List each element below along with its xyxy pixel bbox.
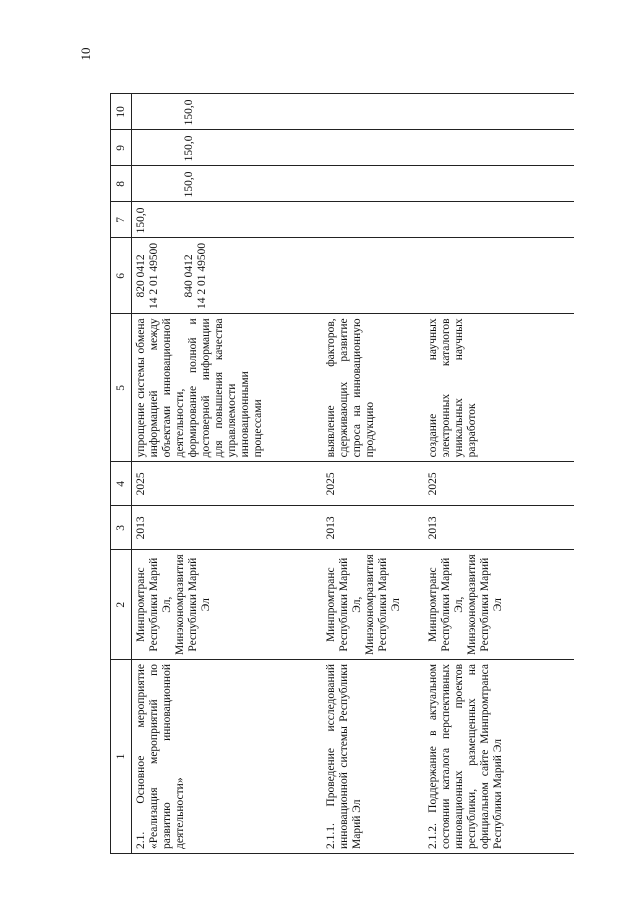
col-header-1: 1 — [111, 660, 132, 854]
amount-cell-7 — [132, 202, 322, 238]
measure-cell: 2.1. Основное мероприятие «Реализация мероприятий по развитию инновационной деятельности» — [132, 660, 322, 854]
measure-cell: 2.1.2. Поддержание в актуальном состоянии каталога перспективных инновационных проектов республики, размещенных на официальном сайте Минпромтранса Республики Марий Эл — [424, 660, 574, 854]
page-number: 10 — [78, 47, 93, 61]
measure-cell: 2.1.1. Проведение исследований инновационной системы Республики Марий Эл — [322, 660, 424, 854]
end-year-cell: 2025 — [424, 462, 574, 506]
table-row — [424, 94, 574, 854]
result-cell: упрощение системы обмена информацией между объектами инновационной деятельности, формирование полной и достоверной информации для повышения качества управляемости инновационными процессами — [132, 314, 322, 462]
col-header-5: 5 — [111, 314, 132, 462]
table-row — [322, 94, 424, 854]
budget-code-cell — [132, 238, 322, 314]
col-header-10: 10 — [111, 94, 132, 130]
end-year-cell: 2025 — [132, 462, 322, 506]
start-year-cell: 2013 — [322, 506, 424, 550]
amount-9: 150,0 — [183, 135, 195, 162]
col-header-3: 3 — [111, 506, 132, 550]
budget-code-2: 840 0412 14 2 01 49500 — [183, 242, 208, 309]
amount-7: 150,0 — [135, 207, 147, 234]
result-cell: выявление факторов, сдерживающих развитие спроса на инновационную продукцию — [322, 314, 424, 462]
amount-cell-8 — [132, 166, 322, 202]
amount-cell-10 — [132, 94, 322, 130]
result-cell: создание научных электронных каталогов уникальных научных разработок — [424, 314, 574, 462]
executor-cell: Минпромтранс Республики Марий Эл, Минэкономразвития Республики Марий Эл — [132, 550, 322, 660]
col-header-4: 4 — [111, 462, 132, 506]
col-header-9: 9 — [111, 130, 132, 166]
executor-cell: Минпромтранс Республики Марий Эл, Минэкономразвития Республики Марий Эл — [424, 550, 574, 660]
executor-cell: Минпромтранс Республики Марий Эл, Минэкономразвития Республики Марий Эл — [322, 550, 424, 660]
header-row — [111, 94, 132, 854]
col-header-7: 7 — [111, 202, 132, 238]
col-header-6: 6 — [111, 238, 132, 314]
col-header-8: 8 — [111, 166, 132, 202]
program-table — [110, 93, 574, 854]
amount-10: 150,0 — [183, 99, 195, 126]
budget-code-1: 820 0412 14 2 01 49500 — [135, 242, 160, 309]
amount-cell-9 — [132, 130, 322, 166]
col-header-2: 2 — [111, 550, 132, 660]
start-year-cell: 2013 — [424, 506, 574, 550]
table-row — [132, 94, 322, 854]
amount-8: 150,0 — [183, 171, 195, 198]
start-year-cell: 2013 — [132, 506, 322, 550]
end-year-cell: 2025 — [322, 462, 424, 506]
